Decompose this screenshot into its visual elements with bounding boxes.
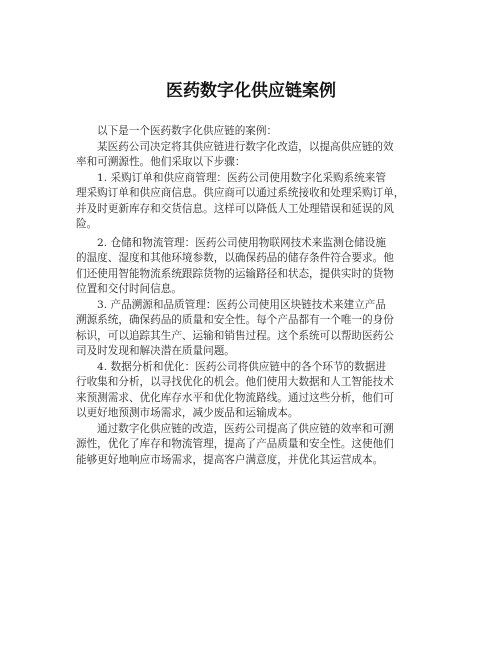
body-line: 率和可溯源性。他们采取以下步骤： (76, 156, 246, 168)
body-line: 溯源系统，确保药品的质量和安全性。每个产品都有一个唯一的身份 (76, 314, 394, 326)
document-body (76, 124, 428, 468)
body-line: 险。 (76, 218, 98, 230)
body-line: 行收集和分析，以寻找优化的机会。他们使用大数据和人工智能技术 (76, 376, 394, 388)
body-line: 并及时更新库存和交货信息。这样可以降低人工处理错误和延误的风 (76, 202, 394, 215)
body-line: 的温度、湿度和其他环境参数，以确保药品的储存条件符合要求。他 (76, 252, 394, 264)
document-title: 医药数字化供应链案例 (166, 81, 336, 101)
body-line: 4. 数据分析和优化：医药公司将供应链中的各个环节的数据进 (97, 360, 386, 373)
body-line: 3. 产品溯源和品质管理：医药公司使用区块链技术来建立产品 (97, 298, 386, 311)
body-line: 某医药公司决定将其供应链进行数字化改造，以提高供应链的效 (97, 140, 394, 153)
body-line: 能够更好地响应市场需求，提高客户满意度，并优化其运营成本。 (76, 453, 384, 466)
body-line: 2. 仓储和物流管理：医药公司使用物联网技术来监测仓储设施 (97, 236, 386, 249)
body-line: 以下是一个医药数字化供应链的案例： (97, 125, 278, 137)
body-line: 理采购订单和供应商信息。供应商可以通过系统接收和处理采购订单， (76, 187, 405, 199)
body-line: 来预测需求、优化库存水平和优化物流路线。通过这些分析，他们可 (76, 391, 394, 404)
body-line: 以更好地预测市场需求，减少废品和运输成本。 (76, 407, 299, 419)
body-line: 司及时发现和解决潜在质量问题。 (76, 345, 235, 357)
body-line: 们还使用智能物流系统跟踪货物的运输路径和状态，提供实时的货物 (76, 267, 394, 280)
body-line: 源性，优化了库存和物流管理，提高了产品质量和安全性。这使他们 (76, 438, 394, 450)
body-line: 标识，可以追踪其生产、运输和销售过程。这个系统可以帮助医药公 (76, 329, 394, 342)
body-line: 1. 采购订单和供应商管理：医药公司使用数字化采购系统来管 (97, 171, 386, 184)
body-line: 位置和交付时间信息。 (76, 283, 182, 295)
body-line: 通过数字化供应链的改造，医药公司提高了供应链的效率和可溯 (97, 422, 394, 435)
